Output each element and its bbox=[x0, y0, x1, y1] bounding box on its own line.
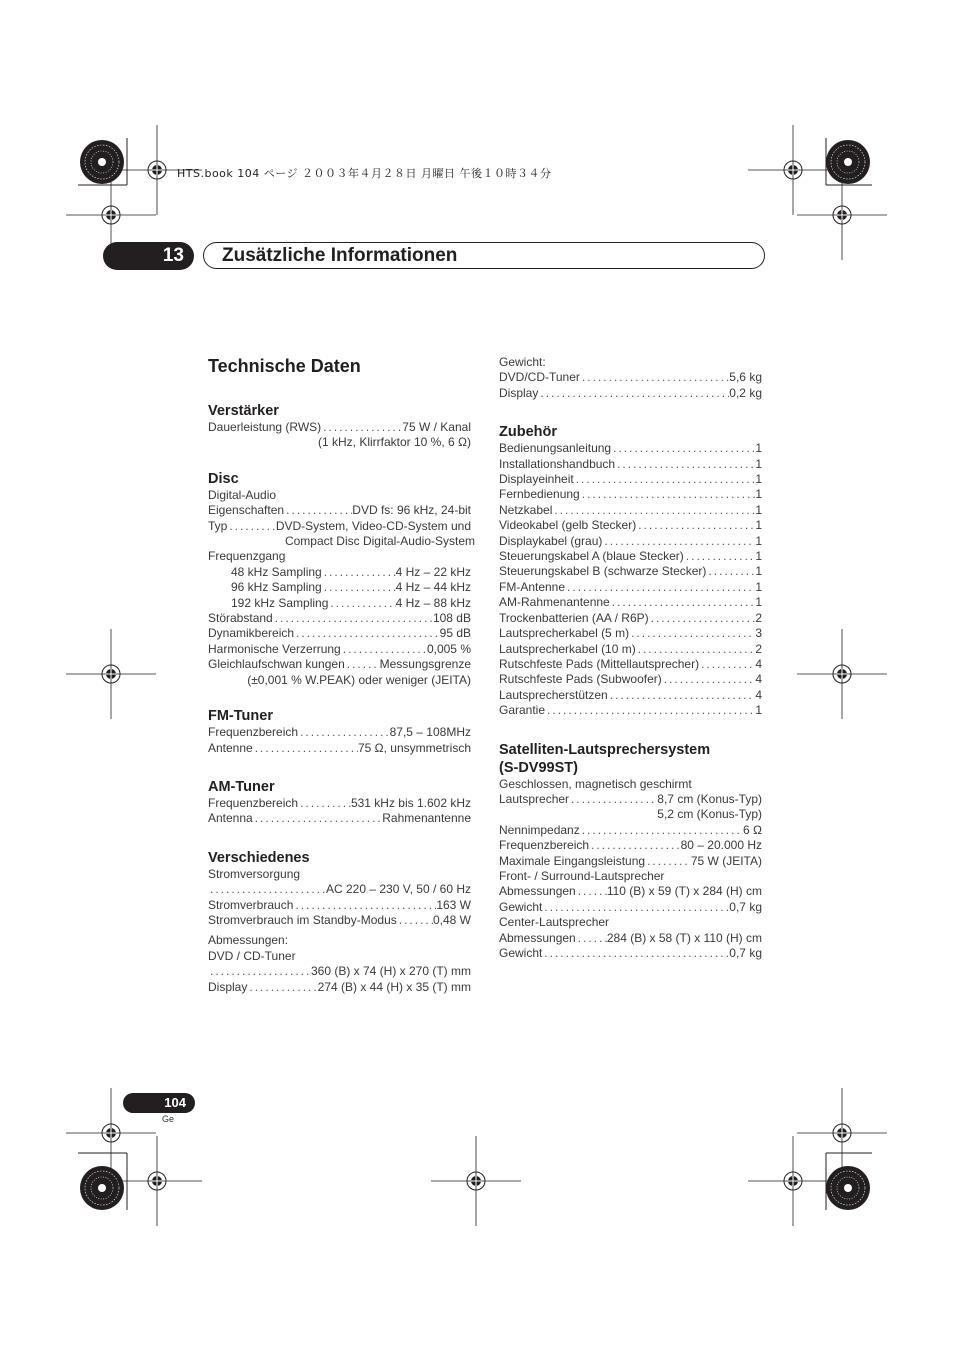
spec-subtitle: Abmessungen: bbox=[208, 933, 289, 948]
spec-row: Display ..... 274 (B) x 44 (H) x 35 (T) mm bbox=[208, 980, 471, 995]
spec-subtitle: Center-Lautsprecher bbox=[499, 915, 610, 930]
right-column bbox=[499, 355, 762, 961]
spec-row: Frequenzbereich ..... 80 – 20.000 Hz bbox=[499, 838, 762, 853]
heading-am-tuner: AM-Tuner bbox=[208, 778, 275, 795]
accessory-row: Garantie ..... 1 bbox=[499, 703, 762, 718]
spec-row: Frequenzbereich ..... 531 kHz bis 1.602 kHz bbox=[208, 796, 471, 811]
spec-line: Digital-Audio bbox=[208, 487, 277, 502]
spec-row: Frequenzbereich ..... 87,5 – 108MHz bbox=[208, 725, 471, 740]
accessory-row: Displaykabel (grau) ..... 1 bbox=[499, 534, 762, 549]
print-header: HTS.book 104 ページ ２００３年４月２８日 月曜日 午後１０時３４分 bbox=[177, 167, 552, 180]
zubehoer-list bbox=[499, 441, 762, 718]
spec-row: ..... AC 220 – 230 V, 50 / 60 Hz bbox=[208, 882, 471, 897]
accessory-row: Displayeinheit ..... 1 bbox=[499, 472, 762, 487]
heading-satellit-model: (S-DV99ST) bbox=[499, 759, 578, 776]
spec-subtitle: Frequenzgang bbox=[208, 549, 286, 564]
spec-row: DVD/CD-Tuner ..... 5,6 kg bbox=[499, 370, 762, 385]
spec-row: Gewicht ..... 0,7 kg bbox=[499, 946, 762, 961]
spec-row: ..... 360 (B) x 74 (H) x 270 (T) mm bbox=[208, 964, 471, 979]
spec-row: Stromverbrauch im Standby-Modus ..... 0,48 W bbox=[208, 913, 471, 928]
accessory-row: Fernbedienung ..... 1 bbox=[499, 487, 762, 502]
accessory-row: Steuerungskabel A (blaue Stecker) ..... 1 bbox=[499, 549, 762, 564]
spec-row: Abmessungen ..... 284 (B) x 58 (T) x 110 (H) cm bbox=[499, 931, 762, 946]
page-language: Ge bbox=[162, 1114, 175, 1124]
heading-verschiedenes: Verschiedenes bbox=[208, 849, 310, 866]
spec-row: Antenna ..... Rahmenantenne bbox=[208, 811, 471, 826]
accessory-row: AM-Rahmenantenne ..... 1 bbox=[499, 595, 762, 610]
spec-row: Display ..... 0,2 kg bbox=[499, 386, 762, 401]
accessory-row: Videokabel (gelb Stecker) ..... 1 bbox=[499, 518, 762, 533]
spec-row: Dauerleistung (RWS) ..... 75 W / Kanal bbox=[208, 420, 471, 435]
accessory-row: Steuerungskabel B (schwarze Stecker) ..... 1 bbox=[499, 564, 762, 579]
accessory-row: Bedienungsanleitung ..... 1 bbox=[499, 441, 762, 456]
heading-verstaerker: Verstärker bbox=[208, 403, 279, 419]
heading-satellit: Satelliten-Lautsprechersystem bbox=[499, 741, 711, 758]
spec-row: Stromverbrauch ..... 163 W bbox=[208, 898, 471, 913]
spec-row: Störabstand ..... 108 dB bbox=[208, 611, 471, 626]
accessory-row: Trockenbatterien (AA / R6P) ..... 2 bbox=[499, 611, 762, 626]
spec-row: Nennimpedanz ..... 6 Ω bbox=[499, 823, 762, 838]
accessory-row: Netzkabel ..... 1 bbox=[499, 503, 762, 518]
spec-subtitle: Stromversorgung bbox=[208, 866, 301, 881]
page-number: 104 bbox=[123, 1093, 195, 1113]
spec-row: Harmonische Verzerrung ..... 0,005 % bbox=[208, 642, 471, 657]
spec-row: Gleichlaufschwan kungen ..... Messungsgrenze bbox=[208, 657, 471, 672]
chapter-title: Zusätzliche Informationen bbox=[222, 245, 458, 266]
spec-row: Lautsprecher ..... 8,7 cm (Konus-Typ) bbox=[499, 792, 762, 807]
spec-line: Geschlossen, magnetisch geschirmt bbox=[499, 776, 692, 791]
accessory-row: Lautsprecherkabel (5 m) ..... 3 bbox=[499, 626, 762, 641]
accessory-row: Lautsprecherkabel (10 m) ..... 2 bbox=[499, 642, 762, 657]
spec-row: 48 kHz Sampling ..... 4 Hz – 22 kHz bbox=[208, 565, 471, 580]
accessory-row: Installationshandbuch ..... 1 bbox=[499, 457, 762, 472]
heading-zubehoer: Zubehör bbox=[499, 424, 557, 441]
spec-row: 96 kHz Sampling ..... 4 Hz – 44 kHz bbox=[208, 580, 471, 595]
spec-row: Dynamikbereich ..... 95 dB bbox=[208, 626, 471, 641]
spec-row: Typ ..... DVD-System, Video-CD-System und bbox=[208, 519, 471, 534]
spec-row: 192 kHz Sampling ..... 4 Hz – 88 kHz bbox=[208, 596, 471, 611]
spec-row: Gewicht ..... 0,7 kg bbox=[499, 900, 762, 915]
accessory-row: FM-Antenne ..... 1 bbox=[499, 580, 762, 595]
spec-row: Eigenschaften ..... DVD fs: 96 kHz, 24-bit bbox=[208, 503, 471, 518]
spec-row: Abmessungen ..... 110 (B) x 59 (T) x 284 (H) cm bbox=[499, 884, 762, 899]
chapter-number: 13 bbox=[103, 242, 194, 270]
spec-subtitle: Front- / Surround-Lautsprecher bbox=[499, 868, 665, 883]
accessory-row: Rutschfeste Pads (Mittellautsprecher) ..... 4 bbox=[499, 657, 762, 672]
accessory-row: Rutschfeste Pads (Subwoofer) ..... 4 bbox=[499, 672, 762, 687]
accessory-row: Lautsprecherstützen ..... 4 bbox=[499, 688, 762, 703]
spec-row: Antenne ..... 75 Ω, unsymmetrisch bbox=[208, 741, 471, 756]
spec-row: Maximale Eingangsleistung ..... 75 W (JEITA) bbox=[499, 854, 762, 869]
left-column bbox=[208, 355, 475, 995]
spec-subtitle: DVD / CD-Tuner bbox=[208, 948, 296, 963]
spec-continuation: 5,2 cm (Konus-Typ) bbox=[657, 807, 762, 822]
spec-subtitle: Gewicht: bbox=[499, 355, 546, 369]
heading-fm-tuner: FM-Tuner bbox=[208, 708, 273, 725]
spec-continuation: Compact Disc Digital-Audio-System bbox=[284, 534, 475, 549]
section-title: Technische Daten bbox=[208, 356, 361, 376]
heading-disc: Disc bbox=[208, 470, 239, 487]
spec-note: (1 kHz, Klirrfaktor 10 %, 6 Ω) bbox=[317, 435, 471, 450]
spec-continuation: (±0,001 % W.PEAK) oder weniger (JEITA) bbox=[247, 672, 471, 687]
